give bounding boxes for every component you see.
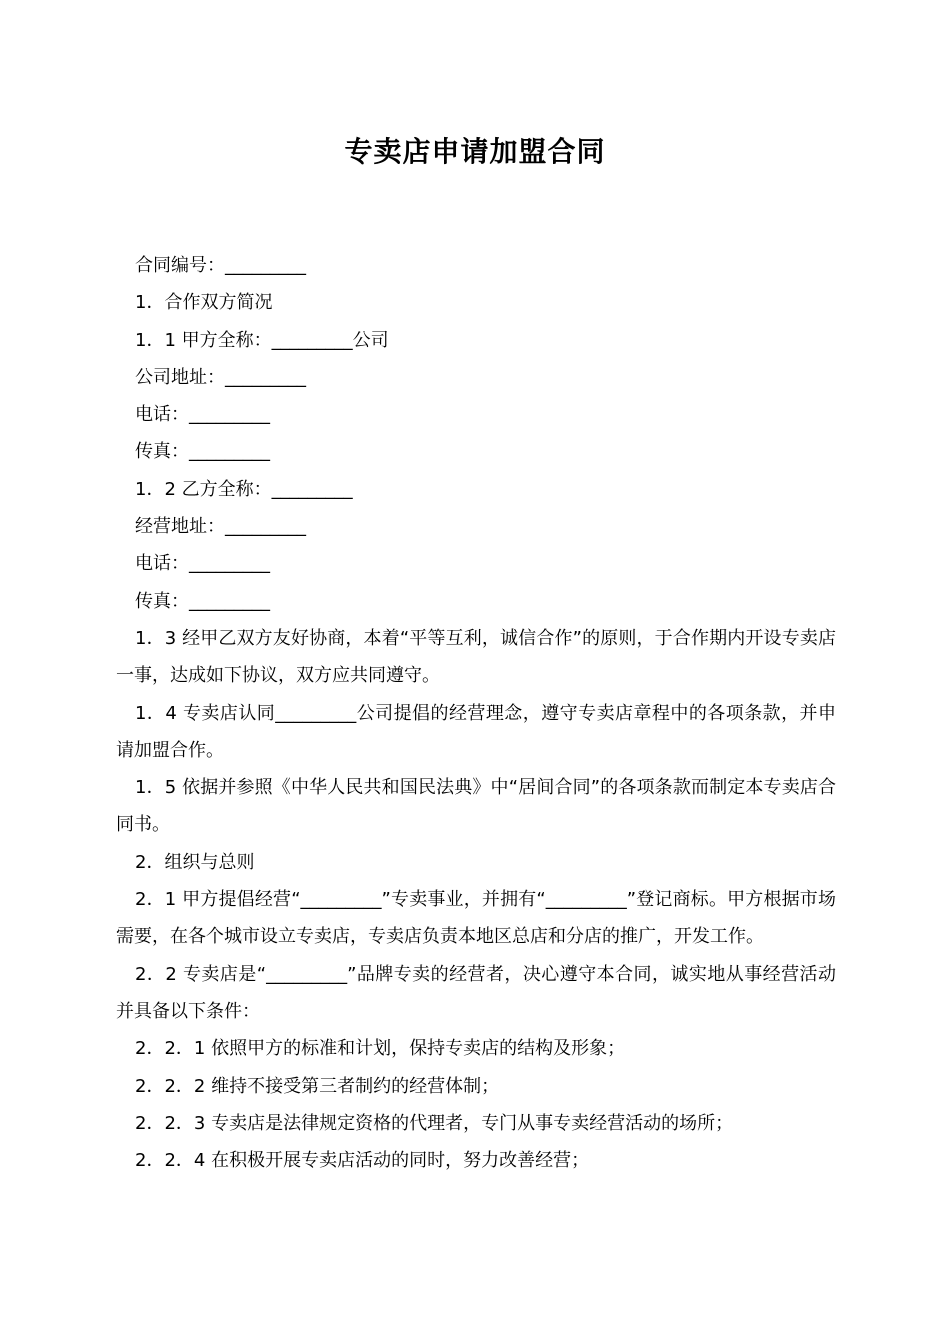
party-a-name-line: 1．1 甲方全称：_________公司	[135, 329, 389, 351]
clause-paragraph: 2．1 甲方提倡经营“_________”专卖事业，并拥有“_________”登记商标。甲方根据市场需要，在各个城市设立专卖店，专卖店负责本地区总店和分店的推广，开发工作。	[116, 889, 836, 948]
section-heading: 1．合作双方简况	[135, 292, 273, 314]
party-b-name-line: 1．2 乙方全称：_________	[135, 478, 353, 500]
party-b-address-line: 经营地址：_________	[135, 516, 306, 538]
clause-paragraph: 1．4 专卖店认同_________公司提倡的经营理念，遵守专卖店章程中的各项条款，并申请加盟合作。	[116, 702, 836, 761]
party-b-phone-line: 电话：_________	[135, 553, 270, 575]
clause-paragraph: 2．2 专卖店是“_________”品牌专卖的经营者，决心遵守本合同，诚实地从事经营活动并具备以下条件：	[116, 963, 836, 1022]
document-title: 专卖店申请加盟合同	[344, 135, 606, 168]
document-body	[116, 247, 836, 1179]
clause-paragraph: 2．2．1 依照甲方的标准和计划，保持专卖店的结构及形象；	[135, 1038, 626, 1060]
clause-paragraph: 2．2．3 专卖店是法律规定资格的代理者，专门从事专卖经营活动的场所；	[135, 1112, 734, 1134]
clause-paragraph: 1．5 依据并参照《中华人民共和国民法典》中“居间合同”的各项条款而制定本专卖店合同书。	[116, 777, 836, 836]
party-a-address-line: 公司地址：_________	[135, 366, 306, 388]
party-b-fax-line: 传真：_________	[135, 590, 270, 612]
party-a-phone-line: 电话：_________	[135, 404, 270, 426]
section-heading: 2．组织与总则	[135, 851, 255, 873]
clause-paragraph: 2．2．4 在积极开展专卖店活动的同时，努力改善经营；	[135, 1150, 590, 1172]
clause-paragraph: 2．2．2 维持不接受第三者制约的经营体制；	[135, 1075, 500, 1097]
party-a-fax-line: 传真：_________	[135, 441, 270, 463]
clause-paragraph: 1．3 经甲乙双方友好协商，本着“平等互利，诚信合作”的原则，于合作期内开设专卖店一事，达成如下协议，双方应共同遵守。	[116, 627, 836, 687]
contract-number-line: 合同编号：_________	[135, 255, 306, 276]
